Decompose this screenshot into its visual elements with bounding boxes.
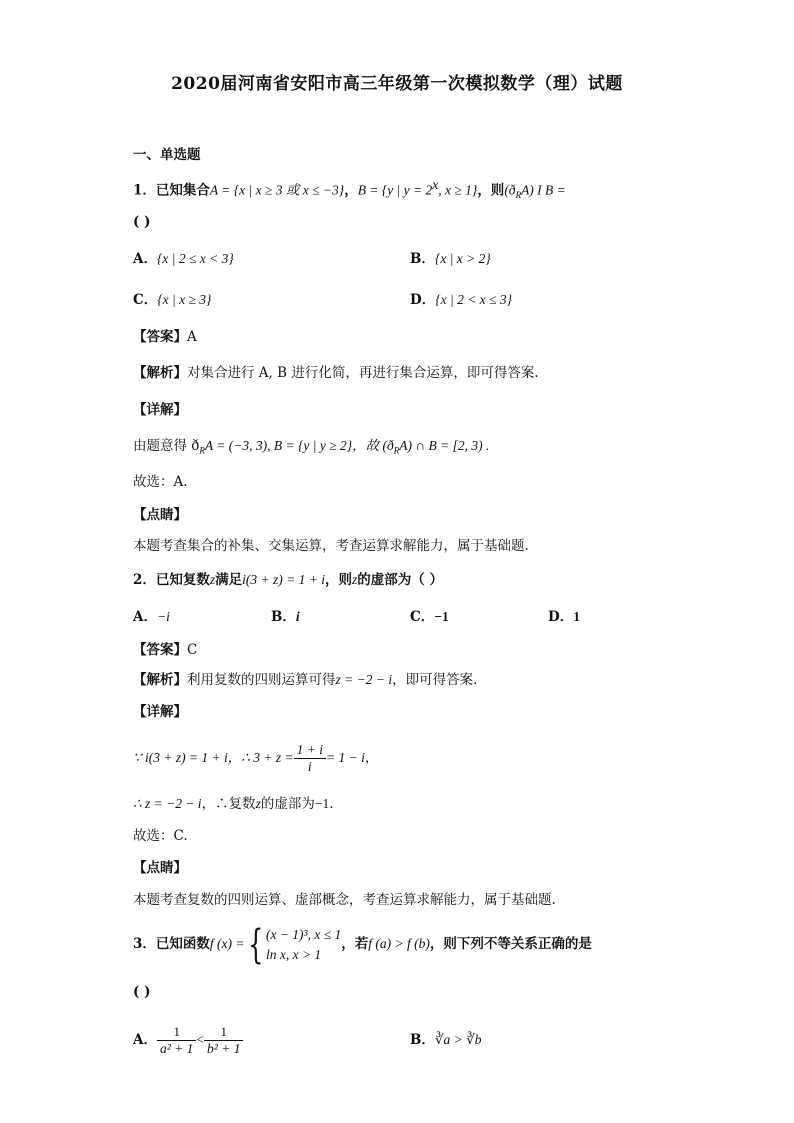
q2-d1-num: 1 + i (294, 742, 326, 759)
q2-choose: 故选：C. (133, 828, 188, 844)
q3-fx: f (x) = (209, 936, 245, 951)
q2-option-b-label: B． (271, 609, 296, 625)
q1-option-d-text: {x | 2 < x ≤ 3} (435, 292, 512, 307)
q3-a-num2: 1 (204, 1024, 243, 1041)
q2-stem-c: ，则 (325, 572, 352, 588)
q2-d2-z: z (255, 796, 261, 811)
q1-option-d-label: D． (410, 292, 436, 308)
q2-option-d[interactable] (548, 607, 580, 627)
q2-stem-a: 已知复数 (155, 572, 210, 588)
q2-var-z: z (209, 572, 216, 587)
q1-stem-a: 已知集合 (155, 182, 210, 199)
q1-option-c[interactable] (133, 290, 211, 310)
q3-a-lt: < (196, 1032, 205, 1047)
q2-d1-b: ，∴ 3 + z = (227, 750, 294, 765)
q2-stem-d: 的虚部为（ ） (357, 572, 443, 588)
q3-number: 3． (133, 936, 156, 952)
q3-stem (133, 920, 592, 968)
q1-option-a-text: {x | 2 ≤ x < 3} (156, 251, 234, 266)
q1-option-b-label: B． (410, 251, 435, 267)
q2-analysis (133, 670, 477, 690)
q1-analysis-text: 对集合进行 A, B 进行化简，再进行集合运算，即可得答案. (187, 365, 539, 381)
q1-setB-exp: x (432, 177, 439, 192)
q2-d1-a: ∵ i(3 + z) = 1 + i (133, 750, 228, 765)
q2-answer-tag: 【答案】 (133, 642, 187, 658)
q1-comment: 本题考查集合的补集、交集运算，考查运算求解能力，属于基础题. (133, 538, 529, 554)
q2-option-d-label: D． (548, 609, 574, 625)
q1-stem (133, 175, 566, 205)
q2-answer-value: C (187, 642, 198, 658)
q2-detail-1 (133, 740, 378, 776)
q2-analysis-a: 利用复数的四则运算可得 (187, 672, 336, 688)
q2-number: 2． (133, 572, 156, 588)
q1-paren: ( ) (133, 214, 151, 230)
q3-paren: ( ) (133, 984, 151, 1000)
q3-option-a-label: A． (133, 1032, 157, 1048)
q2-analysis-tag: 【解析】 (133, 672, 187, 688)
q3-option-b-label: B． (410, 1032, 435, 1048)
q3-stem-b: ，若 (341, 936, 369, 952)
q1-detail-tag: 【详解】 (133, 402, 187, 418)
q2-comment-tag: 【点睛】 (133, 860, 187, 876)
q2-d1-den: i (307, 759, 312, 774)
q2-detail-tag: 【详解】 (133, 704, 187, 720)
q2-option-b[interactable] (271, 607, 300, 627)
q3-option-a[interactable] (133, 1020, 243, 1060)
q1-setB-tail: , x ≥ 1} (438, 182, 478, 198)
q1-answer (133, 327, 197, 347)
q2-option-c-label: C． (410, 609, 435, 625)
q2-stem (133, 570, 443, 590)
q2-d2-a: ∴ z = −2 − i (133, 796, 202, 811)
q3-option-b[interactable] (410, 1030, 482, 1050)
q1-number: 1． (133, 182, 156, 199)
q3-brace: { (247, 921, 263, 968)
q2-comment: 本题考查复数的四则运算、虚部概念，考查运算求解能力，属于基础题. (133, 892, 556, 908)
q1-option-c-label: C． (133, 292, 158, 308)
q2-analysis-b: ，即可得答案. (392, 672, 478, 688)
q3-case1: (x − 1)³, x ≤ 1 (265, 926, 342, 942)
q1-option-b[interactable] (410, 249, 491, 269)
q2-answer (133, 640, 197, 660)
q1-option-a[interactable] (133, 249, 234, 269)
q1-option-d[interactable] (410, 290, 512, 310)
q2-option-a-text: −i (156, 609, 170, 624)
q2-d2-b: ，∴复数 (201, 796, 256, 812)
q1-answer-value: A (187, 329, 197, 345)
q1-analysis (133, 363, 539, 383)
q2-option-a-label: A． (133, 609, 157, 625)
q1-comment-tag: 【点睛】 (133, 507, 187, 523)
q2-option-c[interactable] (410, 607, 449, 627)
q2-d2-end: . (329, 796, 334, 812)
q3-cases (266, 925, 341, 965)
q1-detail-b: A = (−3, 3), B = {y | y ≥ 2}，故 (ð (204, 438, 394, 453)
q2-option-d-text: 1 (573, 609, 580, 624)
q3-case2: ln x, x > 1 (265, 946, 322, 962)
q1-setA: A = {x | x ≥ 3 或 x ≤ −3} (209, 182, 345, 198)
q1-detail-line (133, 436, 489, 461)
q1-answer-tag: 【答案】 (133, 329, 187, 345)
q3-option-b-text: ∛a > ∛b (434, 1032, 482, 1047)
q1-detail-a: 由题意得 ð (133, 438, 200, 454)
q3-option-a-frac1 (157, 1024, 196, 1057)
q1-option-c-text: {x | x ≥ 3} (157, 292, 212, 307)
q2-analysis-eq: z = −2 − i (335, 672, 393, 687)
q2-eq: i(3 + z) = 1 + i (242, 572, 325, 587)
q3-cond: f (a) > f (b) (368, 936, 430, 951)
section-heading: 一、单选题 (133, 147, 201, 163)
q2-d1-c: = 1 − i (325, 750, 365, 765)
q2-d1-frac (294, 742, 326, 775)
q1-expr-tail: A) I B = (521, 182, 566, 198)
q2-d2-val: −1 (314, 796, 330, 811)
q2-d1-d: ， (364, 750, 379, 766)
q1-analysis-tag: 【解析】 (133, 365, 187, 381)
q1-detail-c: A) ∩ B = [2, 3) . (399, 438, 490, 453)
q2-var-z2: z (352, 572, 358, 587)
q1-stem-b: ，则 (477, 182, 505, 199)
q2-option-c-text: −1 (434, 609, 449, 624)
q2-option-b-text: i (295, 609, 300, 624)
q1-option-b-text: {x | x > 2} (434, 251, 491, 266)
q2-stem-b: 满足 (215, 572, 243, 588)
q1-choose: 故选：A. (133, 474, 188, 490)
q1-expr: (ð (504, 182, 516, 198)
q2-detail-2 (133, 794, 334, 814)
q3-stem-c: ，则下列不等关系正确的是 (429, 936, 592, 952)
q3-a-den2: b² + 1 (207, 1041, 241, 1056)
q1-option-a-label: A． (133, 251, 157, 267)
q3-stem-a: 已知函数 (155, 936, 210, 952)
exam-title: 2020届河南省安阳市高三年级第一次模拟数学（理）试题 (171, 74, 623, 94)
q3-a-num1: 1 (157, 1024, 196, 1041)
q3-a-den1: a² + 1 (159, 1041, 194, 1056)
q2-option-a[interactable] (133, 607, 170, 627)
q1-expr-sub: R (515, 190, 522, 201)
q1-setB: B = {y | y = 2 (357, 182, 433, 198)
q1-detail-sub: R (199, 445, 205, 456)
q2-d2-c: 的虚部为 (260, 796, 315, 812)
q3-option-a-frac2 (204, 1024, 243, 1057)
q1-comma: ， (344, 182, 358, 199)
q1-detail-sub2: R (393, 445, 400, 456)
